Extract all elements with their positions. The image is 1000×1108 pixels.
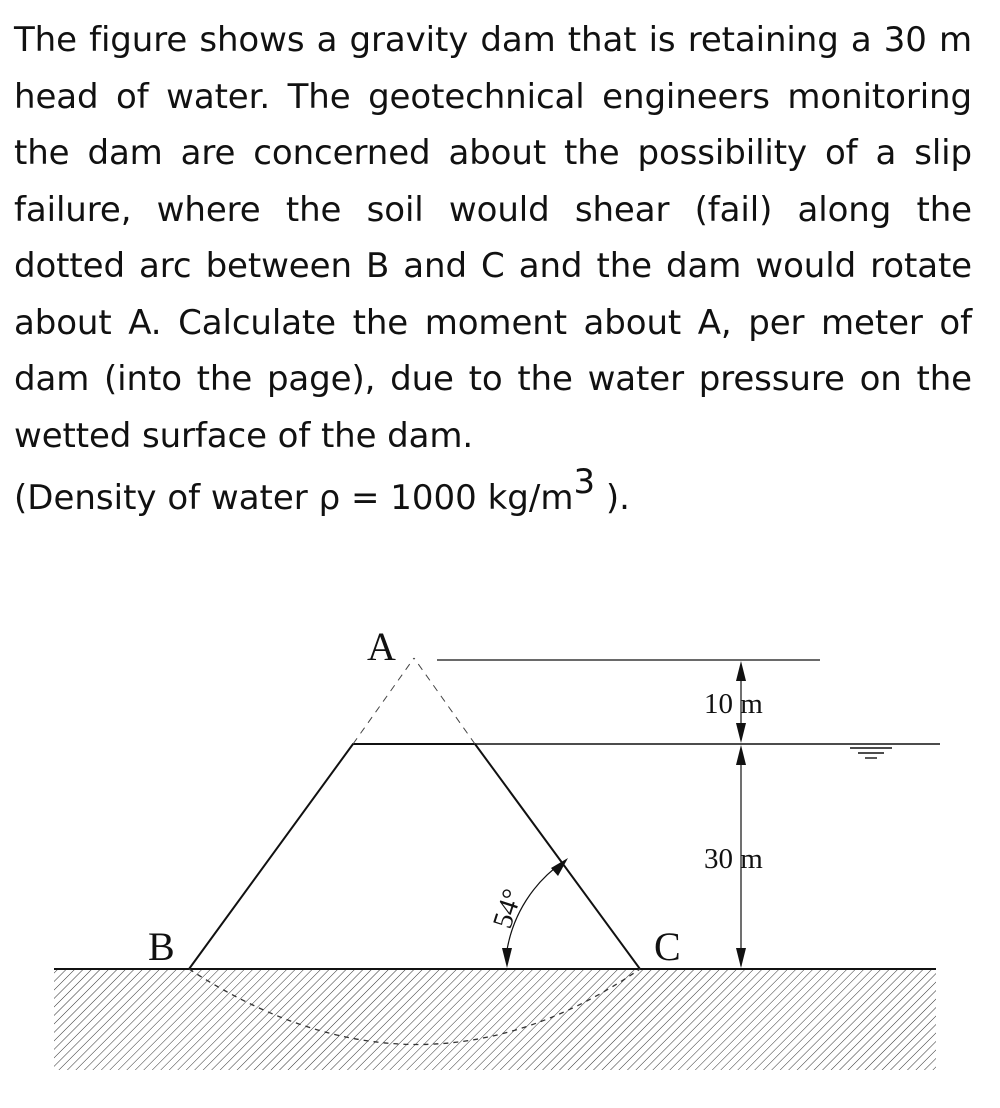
apex-dashed-right: [414, 658, 475, 744]
dimension-30m-arrow-top: [736, 745, 746, 765]
point-c-label: C: [654, 924, 681, 969]
point-b-label: B: [148, 924, 175, 969]
point-a-label: A: [367, 624, 396, 669]
dimension-10m-arrow-top: [736, 661, 746, 681]
problem-statement: The figure shows a gravity dam that is retaining a 30 m head of water. The geotechnical engineers monitoring the dam are concerned about the possibility of a slip failure, where the soil would shear (fail) along the dotted arc between B and C and the dam would rotate about A. Calculate the moment about A, per meter of dam (into the page), due to the water pressure on the wetted surface of the dam.: [14, 20, 972, 456]
angle-label: 54°: [487, 885, 529, 933]
dimension-30m-label: 30 m: [704, 843, 763, 875]
density-suffix: ).: [595, 478, 630, 518]
density-exponent: 3: [573, 461, 596, 502]
apex-dashed-left: [353, 658, 414, 744]
dam-body: [189, 744, 640, 969]
dimension-10m-label: 10 m: [704, 688, 763, 720]
water-level-icon: [850, 748, 892, 758]
dimension-30m-arrow-bottom: [736, 948, 746, 968]
ground-hatching: [54, 970, 936, 1070]
density-prefix: (Density of water ρ = 1000 kg/m: [14, 478, 574, 518]
dimension-10m-arrow-bottom: [736, 723, 746, 743]
